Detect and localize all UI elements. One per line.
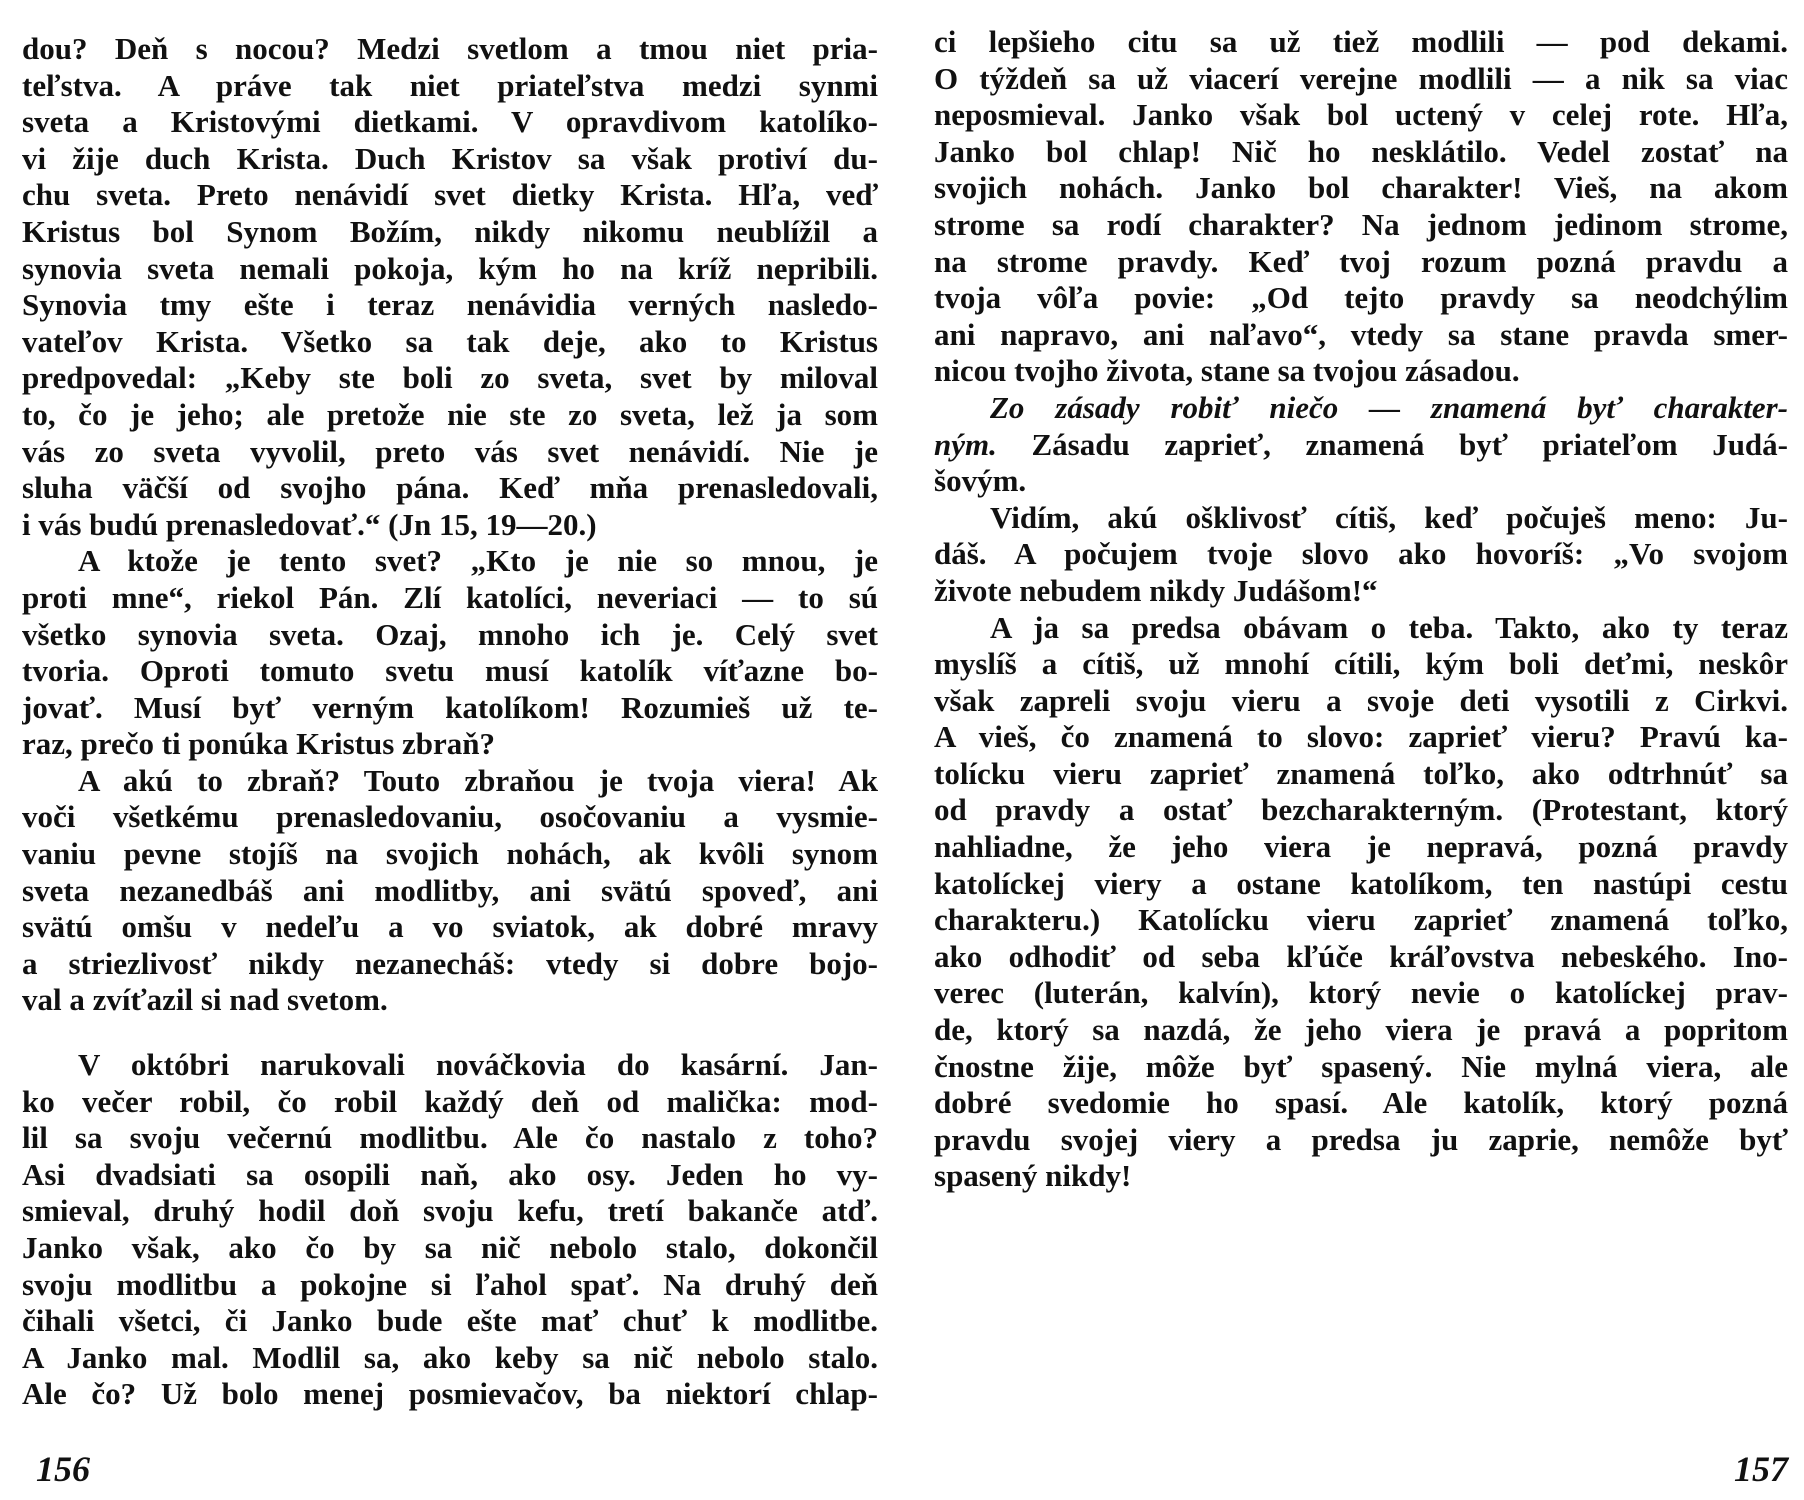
text-line xyxy=(22,982,878,1019)
paragraph xyxy=(22,1047,878,1413)
text-segment: tvoria. Oproti tomuto svetu musí katolík víťazne bo- xyxy=(22,653,878,689)
text-line xyxy=(934,1158,1788,1195)
text-segment: Asi dvadsiati sa osopili naň, ako osy. Jeden ho vy- xyxy=(22,1156,878,1192)
text-line xyxy=(22,1193,878,1230)
text-segment: Kristus bol Synom Božím, nikdy nikomu neublížil a xyxy=(22,213,878,249)
text-line xyxy=(934,1012,1788,1049)
text-segment: ci lepšieho citu sa už tiež modlili — pod dekami. xyxy=(934,24,1788,59)
text-segment: nahliadne, že jeho viera je nepravá, pozná pravdy xyxy=(934,829,1788,865)
text-segment: sveta nezanedbáš ani modlitby, ani svätú spoveď, ani xyxy=(22,872,878,908)
text-line xyxy=(934,207,1788,244)
text-segment: teľstva. A práve tak niet priateľstva medzi synmi xyxy=(22,67,878,103)
paragraph xyxy=(22,763,878,1019)
text-segment: všetko synovia sveta. Ozaj, mnoho ich je. Celý svet xyxy=(22,616,878,652)
text-line xyxy=(934,427,1788,464)
text-line xyxy=(22,946,878,983)
text-line xyxy=(22,397,878,434)
paragraph xyxy=(934,500,1788,610)
text-segment: i vás budú prenasledovať.“ (Jn 15, 19—20.) xyxy=(22,506,597,542)
text-line xyxy=(22,1047,878,1084)
text-segment: katolíckej viery a ostane katolíkom, ten nastúpi cestu xyxy=(934,865,1788,901)
text-segment: O týždeň sa už viacerí verejne modlili — a nik sa viac xyxy=(934,60,1788,96)
text-line xyxy=(934,536,1788,573)
text-line xyxy=(934,134,1788,171)
text-line xyxy=(934,792,1788,829)
text-line xyxy=(22,360,878,397)
text-line xyxy=(22,214,878,251)
text-segment: Ale čo? Už bolo menej posmievačov, ba niektorí chlap- xyxy=(22,1376,878,1412)
text-segment: A ja sa predsa obávam o teba. Takto, ako ty teraz xyxy=(990,609,1788,645)
text-segment: tvoja vôľa povie: „Od tejto pravdy sa neodchýlim xyxy=(934,280,1788,316)
text-segment: myslíš a cítiš, už mnohí cítili, kým boli deťmi, neskôr xyxy=(934,646,1788,682)
text-segment: čnostne žije, môže byť spasený. Nie mylná viera, ale xyxy=(934,1048,1788,1084)
text-segment: a striezlivosť nikdy nezanecháš: vtedy si dobre bojo- xyxy=(22,945,878,981)
text-segment: vás zo sveta vyvolil, preto vás svet nenávidí. Nie je xyxy=(22,433,878,469)
text-segment: A vieš, čo znamená to slovo: zaprieť vieru? Pravú ka- xyxy=(934,719,1788,755)
page-number-left: 156 xyxy=(36,1449,90,1489)
italic-text: Zo zásady robiť niečo — znamená byť charakter- xyxy=(990,389,1788,425)
text-line xyxy=(934,756,1788,793)
text-segment: V októbri narukovali nováčkovia do kasární. Jan- xyxy=(78,1047,878,1083)
text-segment: synovia sveta nemali pokoja, kým ho na kríž nepribili. xyxy=(22,250,878,286)
text-segment: val a zvíťazil si nad svetom. xyxy=(22,982,388,1018)
text-segment: pravdu svojej viery a predsa ju zaprie, nemôže byť xyxy=(934,1121,1788,1157)
text-line xyxy=(22,141,878,178)
text-line xyxy=(22,68,878,105)
text-line xyxy=(22,799,878,836)
text-segment: vaniu pevne stojíš na svojich nohách, ak kvôli synom xyxy=(22,836,878,872)
text-line xyxy=(22,177,878,214)
text-segment: sveta a Kristovými dietkami. V opravdivom katolíko- xyxy=(22,104,878,140)
text-line xyxy=(22,653,878,690)
text-line xyxy=(22,1303,878,1340)
text-line xyxy=(934,317,1788,354)
text-segment: živote nebudem nikdy Judášom!“ xyxy=(934,572,1378,608)
text-line xyxy=(22,726,878,763)
text-line xyxy=(934,1049,1788,1086)
text-line xyxy=(934,829,1788,866)
text-segment: de, ktorý sa nazdá, že jeho viera je pravá a popritom xyxy=(934,1012,1788,1048)
text-segment: však zapreli svoju vieru a svoje deti vysotili z Cirkvi. xyxy=(934,682,1788,718)
text-line xyxy=(22,1376,878,1413)
text-segment: predpovedal: „Keby ste boli zo sveta, svet by miloval xyxy=(22,360,878,396)
text-segment: Zásadu zaprieť, znamená byť priateľom Judá- xyxy=(996,426,1788,462)
text-segment: verec (luterán, kalvín), ktorý nevie o katolíckej prav- xyxy=(934,975,1788,1011)
text-line xyxy=(22,1120,878,1157)
text-segment: ko večer robil, čo robil každý deň od malička: mod- xyxy=(22,1083,878,1119)
text-line xyxy=(22,543,878,580)
text-segment: raz, prečo ti ponúka Kristus zbraň? xyxy=(22,726,496,762)
text-line xyxy=(22,1340,878,1377)
paragraph xyxy=(22,31,878,543)
text-line xyxy=(934,390,1788,427)
text-line xyxy=(934,61,1788,98)
text-line xyxy=(22,434,878,471)
left-page-text xyxy=(22,31,878,1413)
text-line xyxy=(22,31,878,68)
text-segment: tolícku vieru zaprieť znamená toľko, ako odtrhnúť sa xyxy=(934,755,1788,791)
text-line xyxy=(22,470,878,507)
text-segment: A Janko mal. Modlil sa, ako keby sa nič nebolo stalo. xyxy=(22,1339,878,1375)
text-segment: ani napravo, ani naľavo“, vtedy sa stane pravda smer- xyxy=(934,316,1788,352)
text-line xyxy=(934,244,1788,281)
text-line xyxy=(22,690,878,727)
text-line xyxy=(934,866,1788,903)
text-line xyxy=(22,104,878,141)
text-line xyxy=(934,463,1788,500)
text-line xyxy=(934,683,1788,720)
text-line xyxy=(934,170,1788,207)
text-segment: vateľov Krista. Všetko sa tak deje, ako to Kristus xyxy=(22,323,878,359)
text-line xyxy=(934,1085,1788,1122)
text-segment: čihali všetci, či Janko bude ešte mať chuť k modlitbe. xyxy=(22,1303,878,1339)
text-line xyxy=(934,646,1788,683)
text-segment: na strome pravdy. Keď tvoj rozum pozná pravdu a xyxy=(934,243,1788,279)
text-line xyxy=(22,763,878,800)
paragraph xyxy=(22,543,878,763)
text-segment: neposmieval. Janko však bol uctený v celej rote. Hľa, xyxy=(934,97,1788,133)
text-line xyxy=(934,939,1788,976)
text-line xyxy=(22,251,878,288)
text-segment: spasený nikdy! xyxy=(934,1158,1132,1194)
text-line xyxy=(934,975,1788,1012)
text-segment: nicou tvojho života, stane sa tvojou zásadou. xyxy=(934,353,1520,389)
text-line xyxy=(22,507,878,544)
text-line xyxy=(934,573,1788,610)
text-segment: Vidím, akú ošklivosť cítiš, keď počuješ meno: Ju- xyxy=(990,499,1788,535)
page-number-right: 157 xyxy=(1734,1449,1788,1489)
text-segment: sluha väčší od svojho pána. Keď mňa prenasledovali, xyxy=(22,470,878,506)
text-line xyxy=(934,902,1788,939)
text-line xyxy=(22,1230,878,1267)
text-line xyxy=(22,836,878,873)
text-line xyxy=(934,1122,1788,1159)
text-segment: chu sveta. Preto nenávidí svet dietky Krista. Hľa, veď xyxy=(22,177,878,213)
text-line xyxy=(22,324,878,361)
text-segment: dobré svedomie ho spasí. Ale katolík, ktorý pozná xyxy=(934,1085,1788,1121)
text-line xyxy=(934,280,1788,317)
text-segment: od pravdy a ostať bezcharakterným. (Protestant, ktorý xyxy=(934,792,1788,828)
text-segment: to, čo je jeho; ale pretože nie ste zo sveta, lež ja som xyxy=(22,396,878,432)
text-line xyxy=(22,1267,878,1304)
text-segment: jovať. Musí byť verným katolíkom! Rozumieš už te- xyxy=(22,689,878,725)
paragraph xyxy=(934,610,1788,1196)
text-segment: Janko však, ako čo by sa nič nebolo stalo, dokončil xyxy=(22,1230,878,1265)
text-line xyxy=(22,909,878,946)
text-segment: Synovia tmy ešte i teraz nenávidia verných nasledo- xyxy=(22,287,878,323)
text-segment: voči všetkému prenasledovaniu, osočovaniu a vysmie- xyxy=(22,799,878,835)
text-line xyxy=(934,500,1788,537)
text-line xyxy=(934,353,1788,390)
text-segment: smieval, druhý hodil doň svoju kefu, tretí bakanče atď. xyxy=(22,1193,878,1229)
text-segment: dou? Deň s nocou? Medzi svetlom a tmou niet pria- xyxy=(22,31,878,66)
paragraph xyxy=(934,390,1788,500)
text-line xyxy=(934,24,1788,61)
paragraph xyxy=(934,24,1788,390)
text-line xyxy=(22,580,878,617)
text-segment: strome sa rodí charakter? Na jednom jedinom strome, xyxy=(934,206,1788,242)
text-segment: vi žije duch Krista. Duch Kristov sa však protiví du- xyxy=(22,140,878,176)
text-segment: Janko bol chlap! Nič ho nesklátilo. Vedel zostať na xyxy=(934,133,1788,169)
text-line xyxy=(934,719,1788,756)
text-line xyxy=(22,1157,878,1194)
text-line xyxy=(22,287,878,324)
text-segment: šovým. xyxy=(934,463,1027,499)
text-segment: ako odhodiť od seba kľúče kráľovstva nebeského. Ino- xyxy=(934,938,1788,974)
text-segment: svoju modlitbu a pokojne si ľahol spať. Na druhý deň xyxy=(22,1266,878,1302)
italic-text: ným. xyxy=(934,426,997,462)
text-line xyxy=(22,617,878,654)
text-line xyxy=(22,1084,878,1121)
text-segment: svojich nohách. Janko bol charakter! Vieš, na akom xyxy=(934,170,1788,206)
text-line xyxy=(934,97,1788,134)
text-segment: charakteru.) Katolícku vieru zaprieť znamená toľko, xyxy=(934,902,1788,938)
text-segment: A ktože je tento svet? „Kto je nie so mnou, je xyxy=(78,543,878,579)
right-page-text xyxy=(934,24,1788,1195)
text-segment: svätú omšu v nedeľu a vo sviatok, ak dobré mravy xyxy=(22,909,878,945)
text-segment: A akú to zbraň? Touto zbraňou je tvoja viera! Ak xyxy=(78,762,878,798)
text-line xyxy=(934,610,1788,647)
text-segment: proti mne“, riekol Pán. Zlí katolíci, neveriaci — to sú xyxy=(22,579,878,615)
text-segment: dáš. A počujem tvoje slovo ako hovoríš: „Vo svojom xyxy=(934,536,1788,572)
text-segment: lil sa svoju večernú modlitbu. Ale čo nastalo z toho? xyxy=(22,1120,878,1156)
text-line xyxy=(22,873,878,910)
